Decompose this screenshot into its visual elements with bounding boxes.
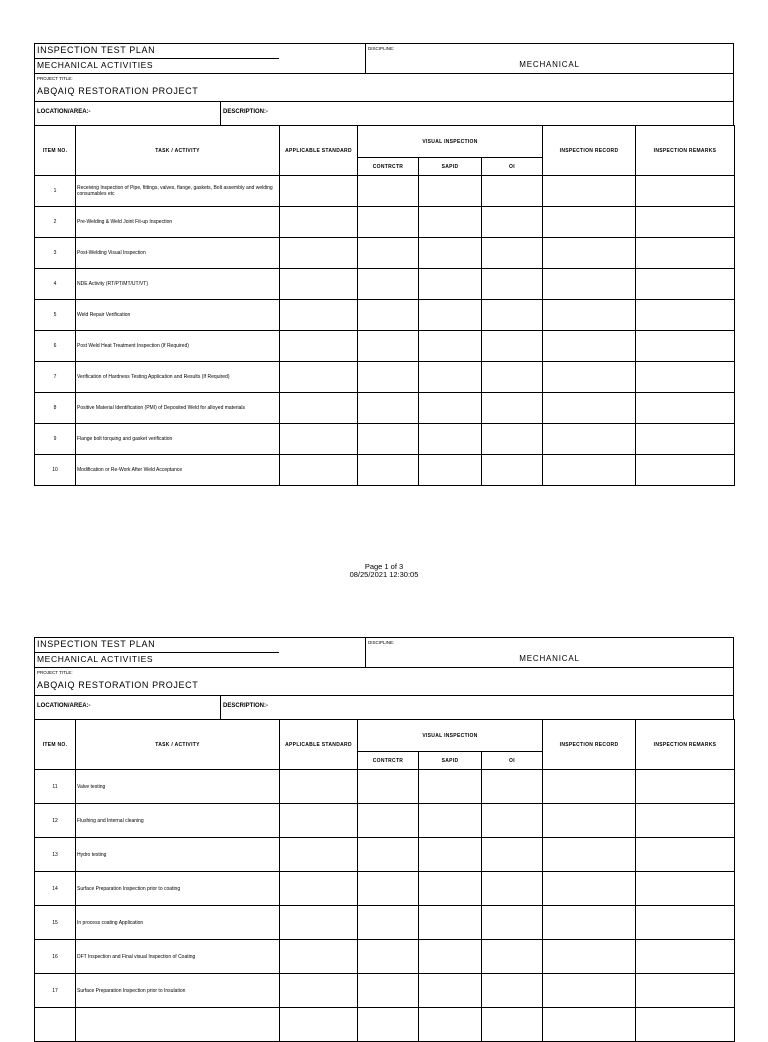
table-row (35, 940, 735, 974)
sapid-cell (419, 455, 482, 486)
oi-cell (482, 804, 543, 838)
standard-cell (280, 269, 358, 300)
oi-cell (482, 906, 543, 940)
project-title-label: PROJECT TITLE: (37, 76, 73, 81)
remarks-cell (636, 238, 735, 269)
oi-cell (482, 940, 543, 974)
record-cell (543, 838, 636, 872)
contrctr-cell (358, 331, 419, 362)
contrctr-cell (358, 207, 419, 238)
task-activity: NDE Activity (RT/PT/MT/UT/VT) (76, 269, 280, 300)
task-activity: Verification of Hardness Testing Application and Results (If Required) (76, 362, 280, 393)
item-number: 16 (35, 940, 76, 974)
task-activity: Surface Preparation Inspection prior to coating (76, 872, 280, 906)
oi-cell (482, 770, 543, 804)
standard-cell (280, 906, 358, 940)
standard-cell (280, 424, 358, 455)
remarks-cell (636, 362, 735, 393)
item-number: 6 (35, 331, 76, 362)
sapid-cell (419, 207, 482, 238)
item-number: 10 (35, 455, 76, 486)
itp-sheet-1 (34, 43, 734, 486)
description-label: DESCRIPTION:- (223, 109, 268, 115)
table-row (35, 207, 735, 238)
record-cell (543, 940, 636, 974)
record-cell (543, 770, 636, 804)
record-cell (543, 455, 636, 486)
contrctr-cell (358, 300, 419, 331)
item-number (35, 1008, 76, 1042)
contrctr-cell (358, 424, 419, 455)
record-cell (543, 906, 636, 940)
sheet-header (34, 637, 734, 719)
record-cell (543, 269, 636, 300)
standard-cell (280, 804, 358, 838)
project-title: ABQAIQ RESTORATION PROJECT (37, 86, 199, 96)
col-task: TASK / ACTIVITY (76, 720, 280, 770)
oi-cell (482, 238, 543, 269)
task-activity: Modification or Re-Work After Weld Acceptance (76, 455, 280, 486)
oi-cell (482, 838, 543, 872)
sapid-cell (419, 238, 482, 269)
activities-title: MECHANICAL ACTIVITIES (37, 60, 154, 70)
contrctr-cell (358, 940, 419, 974)
remarks-cell (636, 207, 735, 238)
contrctr-cell (358, 1008, 419, 1042)
record-cell (543, 872, 636, 906)
sapid-cell (419, 872, 482, 906)
task-activity: Hydro testing (76, 838, 280, 872)
item-number: 1 (35, 176, 76, 207)
item-number: 5 (35, 300, 76, 331)
record-cell (543, 238, 636, 269)
contrctr-cell (358, 974, 419, 1008)
page-number: Page 1 of 3 (364, 562, 404, 571)
remarks-cell (636, 269, 735, 300)
task-activity: Post Weld Heat Treatment Inspection (If Required) (76, 331, 280, 362)
standard-cell (280, 1008, 358, 1042)
col-contrctr: CONTRCTR (358, 752, 419, 770)
plan-title: INSPECTION TEST PLAN (37, 45, 156, 55)
sapid-cell (419, 331, 482, 362)
record-cell (543, 300, 636, 331)
record-cell (543, 176, 636, 207)
task-activity: DFT Inspection and Final visual Inspection of Coating (76, 940, 280, 974)
remarks-cell (636, 974, 735, 1008)
col-contrctr: CONTRCTR (358, 158, 419, 176)
col-oi: OI (482, 158, 543, 176)
task-activity: Receiving Inspection of Pipe, fittings, valves, flange, gaskets, Bolt assembly and welding consumables etc (76, 176, 280, 207)
standard-cell (280, 393, 358, 424)
col-oi: OI (482, 752, 543, 770)
remarks-cell (636, 906, 735, 940)
contrctr-cell (358, 393, 419, 424)
table-row (35, 770, 735, 804)
table-row (35, 362, 735, 393)
oi-cell (482, 269, 543, 300)
table-row (35, 906, 735, 940)
standard-cell (280, 974, 358, 1008)
oi-cell (482, 974, 543, 1008)
remarks-cell (636, 455, 735, 486)
remarks-cell (636, 940, 735, 974)
item-number: 14 (35, 872, 76, 906)
contrctr-cell (358, 269, 419, 300)
standard-cell (280, 176, 358, 207)
sapid-cell (419, 300, 482, 331)
contrctr-cell (358, 362, 419, 393)
oi-cell (482, 176, 543, 207)
col-item-no: ITEM NO. (35, 720, 76, 770)
col-task: TASK / ACTIVITY (76, 126, 280, 176)
page-footer (0, 563, 768, 579)
remarks-cell (636, 300, 735, 331)
col-inspection-record: INSPECTION RECORD (543, 720, 636, 770)
col-standard: APPLICABLE STANDARD (280, 126, 358, 176)
sapid-cell (419, 424, 482, 455)
task-activity: Post-Welding Visual Inspection (76, 238, 280, 269)
task-activity: Flange bolt torquing and gasket verification (76, 424, 280, 455)
sapid-cell (419, 393, 482, 424)
itp-sheet-2 (34, 637, 734, 1042)
remarks-cell (636, 872, 735, 906)
record-cell (543, 974, 636, 1008)
standard-cell (280, 872, 358, 906)
col-standard: APPLICABLE STANDARD (280, 720, 358, 770)
table-row (35, 838, 735, 872)
item-number: 7 (35, 362, 76, 393)
oi-cell (482, 207, 543, 238)
col-inspection-remarks: INSPECTION REMARKS (636, 126, 735, 176)
col-item-no: ITEM NO. (35, 126, 76, 176)
col-sapid: SAPID (419, 158, 482, 176)
discipline-label: DISCIPLINE: (368, 640, 395, 645)
inspection-table (34, 719, 735, 1042)
oi-cell (482, 300, 543, 331)
location-label: LOCATION/AREA:- (35, 102, 221, 125)
remarks-cell (636, 770, 735, 804)
record-cell (543, 362, 636, 393)
table-row (35, 393, 735, 424)
item-number: 17 (35, 974, 76, 1008)
item-number: 8 (35, 393, 76, 424)
item-number: 3 (35, 238, 76, 269)
col-inspection-remarks: INSPECTION REMARKS (636, 720, 735, 770)
oi-cell (482, 424, 543, 455)
remarks-cell (636, 331, 735, 362)
table-row (35, 300, 735, 331)
contrctr-cell (358, 238, 419, 269)
remarks-cell (636, 804, 735, 838)
col-visual-inspection: VISUAL INSPECTION (358, 720, 543, 752)
remarks-cell (636, 176, 735, 207)
discipline-label: DISCIPLINE: (368, 46, 395, 51)
contrctr-cell (358, 176, 419, 207)
item-number: 4 (35, 269, 76, 300)
item-number: 12 (35, 804, 76, 838)
oi-cell (482, 362, 543, 393)
table-body (35, 176, 735, 486)
item-number: 13 (35, 838, 76, 872)
sapid-cell (419, 974, 482, 1008)
inspection-table (34, 125, 735, 486)
col-inspection-record: INSPECTION RECORD (543, 126, 636, 176)
item-number: 2 (35, 207, 76, 238)
task-activity: Weld Repair Verification (76, 300, 280, 331)
contrctr-cell (358, 455, 419, 486)
col-visual-inspection: VISUAL INSPECTION (358, 126, 543, 158)
record-cell (543, 1008, 636, 1042)
sapid-cell (419, 838, 482, 872)
standard-cell (280, 207, 358, 238)
item-number: 15 (35, 906, 76, 940)
discipline-value: MECHANICAL (519, 654, 580, 663)
remarks-cell (636, 1008, 735, 1042)
standard-cell (280, 455, 358, 486)
sapid-cell (419, 770, 482, 804)
task-activity: Valve testing (76, 770, 280, 804)
table-body (35, 770, 735, 1042)
sapid-cell (419, 804, 482, 838)
table-row (35, 238, 735, 269)
discipline-value: MECHANICAL (519, 60, 580, 69)
sapid-cell (419, 176, 482, 207)
standard-cell (280, 300, 358, 331)
oi-cell (482, 331, 543, 362)
sapid-cell (419, 940, 482, 974)
col-sapid: SAPID (419, 752, 482, 770)
record-cell (543, 424, 636, 455)
task-activity (76, 1008, 280, 1042)
record-cell (543, 207, 636, 238)
remarks-cell (636, 838, 735, 872)
sapid-cell (419, 362, 482, 393)
contrctr-cell (358, 804, 419, 838)
table-row (35, 176, 735, 207)
oi-cell (482, 1008, 543, 1042)
task-activity: Pre-Welding & Weld Joint Fit-up Inspection (76, 207, 280, 238)
table-row (35, 269, 735, 300)
divider (35, 58, 279, 59)
sheet-header (34, 43, 734, 125)
table-row (35, 331, 735, 362)
table-row (35, 424, 735, 455)
record-cell (543, 804, 636, 838)
table-row (35, 872, 735, 906)
description-label: DESCRIPTION:- (223, 703, 268, 709)
oi-cell (482, 872, 543, 906)
project-title: ABQAIQ RESTORATION PROJECT (37, 680, 199, 690)
sapid-cell (419, 269, 482, 300)
table-row (35, 974, 735, 1008)
remarks-cell (636, 393, 735, 424)
location-label: LOCATION/AREA:- (35, 696, 221, 719)
table-row (35, 804, 735, 838)
task-activity: Surface Preparation Inspection prior to Insulation (76, 974, 280, 1008)
activities-title: MECHANICAL ACTIVITIES (37, 654, 154, 664)
record-cell (543, 331, 636, 362)
contrctr-cell (358, 906, 419, 940)
table-row (35, 1008, 735, 1042)
task-activity: Flushing and Internal cleaning (76, 804, 280, 838)
standard-cell (280, 331, 358, 362)
standard-cell (280, 362, 358, 393)
table-row (35, 455, 735, 486)
oi-cell (482, 393, 543, 424)
plan-title: INSPECTION TEST PLAN (37, 639, 156, 649)
project-title-label: PROJECT TITLE: (37, 670, 73, 675)
sapid-cell (419, 1008, 482, 1042)
oi-cell (482, 455, 543, 486)
standard-cell (280, 238, 358, 269)
divider (35, 652, 279, 653)
task-activity: Positive Material Identification (PMI) of Deposited Weld for alloyed materials (76, 393, 280, 424)
print-timestamp: 08/25/2021 12:30:05 (349, 570, 419, 579)
record-cell (543, 393, 636, 424)
remarks-cell (636, 424, 735, 455)
contrctr-cell (358, 872, 419, 906)
contrctr-cell (358, 770, 419, 804)
sapid-cell (419, 906, 482, 940)
task-activity: In process coating Application (76, 906, 280, 940)
standard-cell (280, 770, 358, 804)
standard-cell (280, 940, 358, 974)
item-number: 11 (35, 770, 76, 804)
standard-cell (280, 838, 358, 872)
item-number: 9 (35, 424, 76, 455)
contrctr-cell (358, 838, 419, 872)
